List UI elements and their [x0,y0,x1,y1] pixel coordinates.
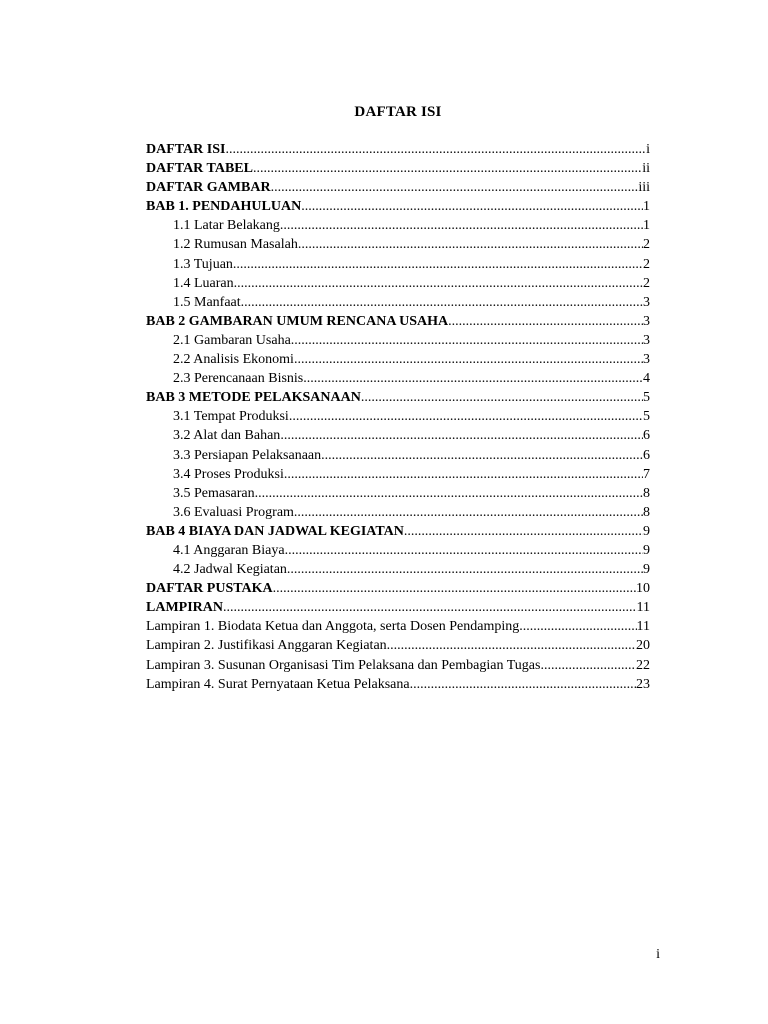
toc-entry-label: 3.6 Evaluasi Program [173,504,294,520]
toc-dot-leader [233,255,643,274]
toc-entry-page: 7 [643,466,650,482]
toc-entry[interactable] [146,388,650,407]
toc-entry[interactable] [146,235,650,254]
toc-dot-leader [225,140,646,159]
toc-dot-leader [284,465,643,484]
toc-dot-leader [223,598,637,617]
toc-entry[interactable] [146,312,650,331]
page-number: i [656,947,660,962]
toc-dot-leader [303,369,643,388]
toc-entry-label: BAB 2 GAMBARAN UMUM RENCANA USAHA [146,313,449,329]
toc-entry-page: 9 [643,542,650,558]
toc-entry-label: 3.5 Pemasaran [173,485,255,501]
toc-entry-label: 3.2 Alat dan Bahan [173,428,281,444]
toc-entry[interactable] [146,617,650,636]
toc-dot-leader [271,178,639,197]
toc-entry-label: 3.3 Persiapan Pelaksanaan [173,447,322,463]
toc-entry-label: 2.1 Gambaran Usaha [173,332,291,348]
toc-entry-page: 20 [636,638,650,654]
toc-entry[interactable] [146,293,650,312]
toc-entry-label: 4.1 Anggaran Biaya [173,542,285,558]
toc-entry[interactable] [146,675,650,694]
toc-entry-label: BAB 4 BIAYA DAN JADWAL KEGIATAN [146,523,404,539]
toc-entry[interactable] [146,255,650,274]
toc-dot-leader [255,484,643,503]
toc-entry[interactable] [146,465,650,484]
toc-entry[interactable] [146,197,650,216]
toc-dot-leader [404,522,643,541]
toc-dot-leader [289,407,643,426]
toc-entry-page: ii [642,161,650,177]
toc-dot-leader [285,541,643,560]
toc-entry-page: 1 [643,218,650,234]
toc-entry-label: 1.5 Manfaat [173,294,241,310]
toc-entry[interactable] [146,178,650,197]
toc-dot-leader [287,560,643,579]
toc-entry-page: 9 [643,523,650,539]
toc-dot-leader [301,197,643,216]
table-of-contents [146,140,650,694]
toc-entry-page: 9 [643,562,650,578]
toc-entry[interactable] [146,140,650,159]
toc-entry-page: i [646,142,650,157]
toc-entry-page: 8 [643,485,650,501]
toc-entry[interactable] [146,426,650,445]
toc-entry-label: DAFTAR TABEL [146,161,253,177]
toc-entry-page: 11 [636,600,650,616]
toc-entry[interactable] [146,656,650,675]
toc-entry[interactable] [146,636,650,655]
toc-entry[interactable] [146,522,650,541]
toc-entry[interactable] [146,541,650,560]
toc-dot-leader [448,312,643,331]
toc-entry-label: LAMPIRAN [146,600,223,616]
toc-entry[interactable] [146,159,650,178]
toc-entry-label: DAFTAR GAMBAR [146,180,271,196]
toc-entry-page: 3 [643,294,650,310]
page-title: DAFTAR ISI [354,104,442,120]
toc-entry-label: Lampiran 1. Biodata Ketua dan Anggota, serta Dosen Pendamping [146,619,520,635]
toc-entry-page: 3 [643,332,650,348]
toc-entry-page: 8 [643,504,650,520]
toc-dot-leader [294,350,643,369]
toc-entry-label: 3.4 Proses Produksi [173,466,284,482]
toc-entry[interactable] [146,579,650,598]
toc-entry[interactable] [146,216,650,235]
toc-entry-page: 2 [643,237,650,253]
toc-entry-label: DAFTAR PUSTAKA [146,581,273,597]
toc-dot-leader [280,216,643,235]
toc-entry-page: 11 [636,619,650,635]
toc-dot-leader [410,675,636,694]
toc-dot-leader [241,293,643,312]
toc-entry-label: BAB 3 METODE PELAKSANAAN [146,390,361,406]
toc-entry[interactable] [146,598,650,617]
toc-entry-page: 4 [643,371,650,387]
toc-dot-leader [291,331,643,350]
toc-entry[interactable] [146,350,650,369]
toc-entry-page: iii [638,180,650,196]
toc-entry-label: 1.1 Latar Belakang [173,218,280,234]
toc-entry[interactable] [146,369,650,388]
toc-dot-leader [294,503,643,522]
toc-entry-page: 23 [636,676,650,692]
toc-dot-leader [280,426,643,445]
toc-dot-leader [234,274,643,293]
toc-entry[interactable] [146,484,650,503]
toc-entry-page: 1 [643,199,650,215]
toc-entry-page: 5 [643,409,650,425]
toc-entry-label: 2.2 Analisis Ekonomi [173,352,294,368]
toc-entry[interactable] [146,274,650,293]
toc-entry-page: 3 [643,313,650,329]
toc-dot-leader [361,388,643,407]
toc-dot-leader [298,235,643,254]
toc-entry-page: 2 [643,256,650,272]
toc-entry-label: Lampiran 3. Susunan Organisasi Tim Pelaksana dan Pembagian Tugas [146,657,541,673]
toc-dot-leader [387,636,636,655]
toc-dot-leader [519,617,636,636]
toc-entry-label: 1.3 Tujuan [173,256,233,272]
toc-entry-page: 22 [636,657,650,673]
toc-entry-page: 6 [643,428,650,444]
toc-entry-label: BAB 1. PENDAHULUAN [146,199,302,215]
toc-dot-leader [540,656,636,675]
toc-entry[interactable] [146,446,650,465]
toc-entry[interactable] [146,503,650,522]
toc-entry-page: 2 [643,275,650,291]
toc-entry-label: 2.3 Perencanaan Bisnis [173,371,304,387]
toc-entry-label: 1.4 Luaran [173,275,234,291]
toc-entry-page: 3 [643,352,650,368]
toc-entry-page: 5 [643,390,650,406]
toc-dot-leader [253,159,642,178]
toc-entry-label: 3.1 Tempat Produksi [173,409,289,425]
toc-entry-label: DAFTAR ISI [146,142,226,157]
toc-entry[interactable] [146,560,650,579]
toc-entry[interactable] [146,331,650,350]
toc-entry[interactable] [146,407,650,426]
toc-entry-label: 4.2 Jadwal Kegiatan [173,562,287,578]
toc-entry-page: 10 [636,581,650,597]
toc-dot-leader [321,446,643,465]
toc-entry-page: 6 [643,447,650,463]
toc-entry-label: 1.2 Rumusan Masalah [173,237,298,253]
toc-entry-label: Lampiran 4. Surat Pernyataan Ketua Pelaksana [146,676,410,692]
toc-entry-label: Lampiran 2. Justifikasi Anggaran Kegiatan [146,638,387,654]
toc-dot-leader [273,579,636,598]
